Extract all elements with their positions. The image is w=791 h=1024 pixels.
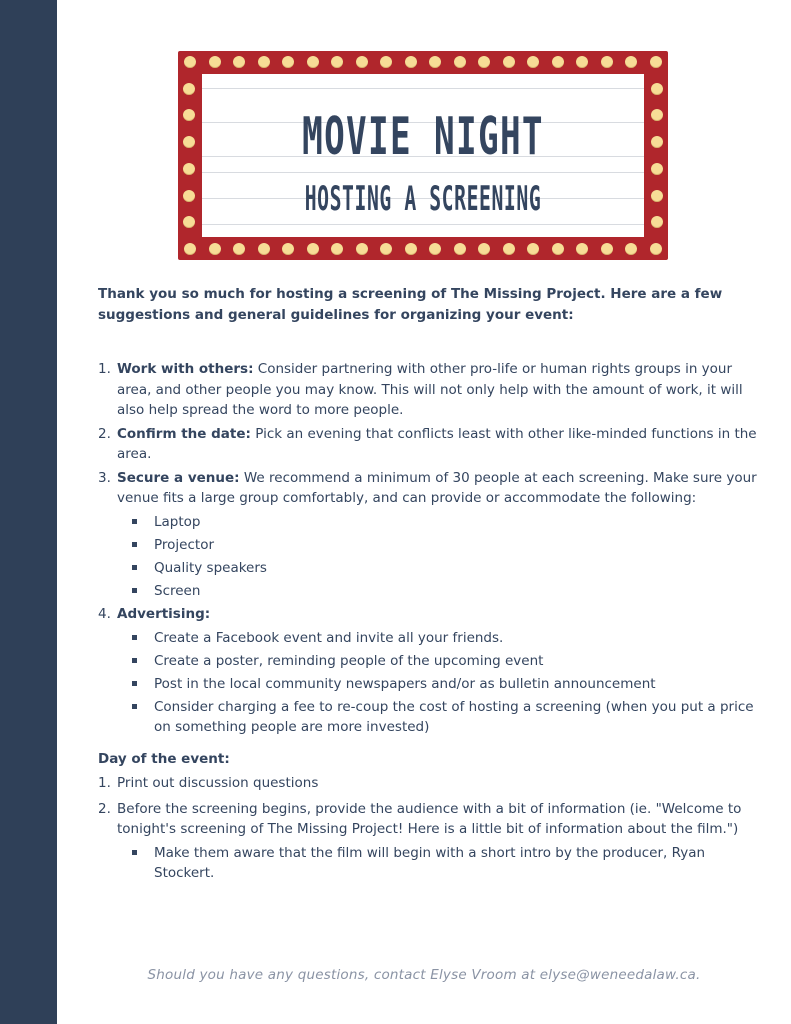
light-bulb-icon <box>651 163 663 175</box>
light-bulb-icon <box>183 190 195 202</box>
light-bulb-icon <box>380 56 392 68</box>
light-bulb-icon <box>576 56 588 68</box>
letter-rail <box>202 88 644 89</box>
list-item <box>98 604 758 738</box>
step-label: Secure a venue: <box>117 469 240 486</box>
light-bulb-icon <box>307 56 319 68</box>
step-text: Before the screening begins, provide the audience with a bit of information (ie. "Welcome to tonight's screening of The Missing Project! Here is a little bit of information about the film.") <box>117 800 742 837</box>
producer-note-list <box>117 843 758 884</box>
list-item <box>98 773 758 794</box>
document-body <box>98 284 758 889</box>
light-bulb-icon <box>282 243 294 255</box>
list-item <box>117 651 758 672</box>
step-number: 1. <box>98 775 111 791</box>
step-text: Pick an evening that conflicts least with other like-minded functions in the area. <box>117 425 757 462</box>
light-bulb-icon <box>454 243 466 255</box>
light-bulb-icon <box>356 56 368 68</box>
square-bullet-icon <box>132 704 137 709</box>
venue-requirements-list <box>117 512 758 602</box>
light-bulb-icon <box>429 56 441 68</box>
light-bulb-icon <box>331 243 343 255</box>
item-text: Create a poster, reminding people of the upcoming event <box>154 652 544 669</box>
light-bulb-icon <box>405 56 417 68</box>
light-bulb-icon <box>209 243 221 255</box>
light-bulb-icon <box>503 56 515 68</box>
item-text: Laptop <box>154 513 201 530</box>
advertising-list <box>117 628 758 738</box>
list-item <box>117 697 758 738</box>
light-bulb-icon <box>503 243 515 255</box>
light-bulb-icon <box>651 216 663 228</box>
square-bullet-icon <box>132 658 137 663</box>
list-item <box>117 843 758 884</box>
light-bulb-icon <box>258 56 270 68</box>
square-bullet-icon <box>132 519 137 524</box>
light-bulb-icon <box>625 56 637 68</box>
light-bulb-icon <box>233 56 245 68</box>
light-bulb-icon <box>527 243 539 255</box>
light-bulb-icon <box>307 243 319 255</box>
square-bullet-icon <box>132 565 137 570</box>
step-text: Print out discussion questions <box>117 775 319 791</box>
light-bulb-icon <box>356 243 368 255</box>
letter-rail <box>202 224 644 225</box>
step-label: Work with others: <box>117 361 254 377</box>
square-bullet-icon <box>132 542 137 547</box>
list-item <box>117 581 758 602</box>
list-item <box>117 558 758 579</box>
light-bulb-icon <box>552 56 564 68</box>
light-bulb-icon <box>454 56 466 68</box>
list-item <box>117 628 758 649</box>
step-label: Confirm the date: <box>117 425 251 442</box>
light-bulb-icon <box>651 136 663 148</box>
light-bulb-icon <box>183 136 195 148</box>
light-bulb-icon <box>282 56 294 68</box>
light-bulb-icon <box>651 109 663 121</box>
square-bullet-icon <box>132 681 137 686</box>
list-item <box>117 535 758 556</box>
light-bulb-icon <box>183 163 195 175</box>
sidebar-stripe <box>0 0 57 1024</box>
light-bulb-icon <box>650 56 662 68</box>
step-number: 2. <box>98 425 111 442</box>
light-bulb-icon <box>651 190 663 202</box>
step-number: 3. <box>98 469 111 486</box>
light-bulb-icon <box>625 243 637 255</box>
item-text: Make them aware that the film will begin with a short intro by the producer, Ryan Stockert. <box>154 844 706 881</box>
list-item <box>117 674 758 695</box>
light-bulb-icon <box>209 56 221 68</box>
light-bulb-icon <box>183 216 195 228</box>
list-item <box>117 512 758 533</box>
light-bulb-icon <box>429 243 441 255</box>
step-text: Consider partnering with other pro-life or human rights groups in your area, and other people you may know. This will not only help with the amount of work, it will also help spread the word to more people. <box>117 361 743 418</box>
footer-contact-note: Should you have any questions, contact Elyse Vroom at elyse@weneedalaw.ca. <box>147 967 701 983</box>
item-text: Screen <box>154 582 201 599</box>
square-bullet-icon <box>132 588 137 593</box>
light-bulb-icon <box>183 83 195 95</box>
intro-paragraph: Thank you so much for hosting a screening of The Missing Project. Here are a few suggestions and general guidelines for organizing your event: <box>98 286 723 323</box>
light-bulb-icon <box>331 56 343 68</box>
step-label: Advertising: <box>117 606 211 622</box>
light-bulb-icon <box>405 243 417 255</box>
light-bulb-icon <box>650 243 662 255</box>
light-bulb-icon <box>552 243 564 255</box>
light-bulb-icon <box>183 109 195 121</box>
light-bulb-icon <box>258 243 270 255</box>
list-item <box>98 359 758 421</box>
item-text: Quality speakers <box>154 559 267 576</box>
step-number: 4. <box>98 606 111 622</box>
light-bulb-icon <box>527 56 539 68</box>
step-number: 2. <box>98 800 111 817</box>
letter-rail <box>202 172 644 173</box>
item-text: Create a Facebook event and invite all your friends. <box>154 629 504 646</box>
sign-subtitle: HOSTING A SCREENING <box>304 179 542 219</box>
light-bulb-icon <box>651 83 663 95</box>
list-item <box>98 799 758 884</box>
list-item <box>98 468 758 602</box>
item-text: Consider charging a fee to re-coup the cost of hosting a screening (when you put a price on something people are more invested) <box>154 698 754 735</box>
light-bulb-icon <box>380 243 392 255</box>
step-text: We recommend a minimum of 30 people at each screening. Make sure your venue fits a large group comfortably, and can provide or accommodate the following: <box>117 469 757 506</box>
step-number: 1. <box>98 361 111 377</box>
item-text: Projector <box>154 536 214 553</box>
light-bulb-icon <box>233 243 245 255</box>
day-of-event-list <box>98 773 758 884</box>
square-bullet-icon <box>132 635 137 640</box>
light-bulb-icon <box>184 243 196 255</box>
light-bulb-icon <box>478 243 490 255</box>
light-bulb-icon <box>601 243 613 255</box>
sign-board <box>202 74 644 237</box>
steps-list <box>98 359 758 738</box>
marquee-sign <box>178 51 668 260</box>
item-text: Post in the local community newspapers and/or as bulletin announcement <box>154 675 656 692</box>
light-bulb-icon <box>184 56 196 68</box>
list-item <box>98 424 758 465</box>
square-bullet-icon <box>132 850 137 855</box>
day-of-event-heading: Day of the event: <box>98 750 230 767</box>
light-bulb-icon <box>601 56 613 68</box>
light-bulb-icon <box>478 56 490 68</box>
light-bulb-icon <box>576 243 588 255</box>
sign-title: MOVIE NIGHT <box>302 107 544 167</box>
